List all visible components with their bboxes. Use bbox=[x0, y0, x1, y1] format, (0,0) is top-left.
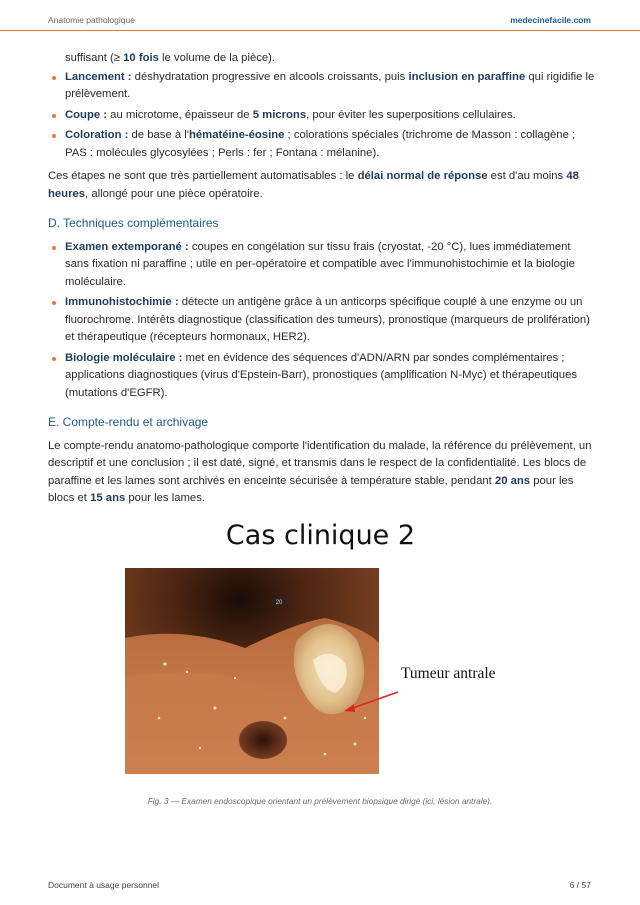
steps-list bbox=[48, 69, 596, 163]
list-item: Immunohistochimie : détecte un antigène grâce à un anticorps spécifique couplé à une enzyme ou un fluorochrome. Intérêts diagnostique (classification des tumeurs), pronostique (marqueurs de prolifération) et thérapeutique (récepteurs hormonaux, HER2). bbox=[48, 294, 596, 347]
endoscopy-image bbox=[125, 568, 379, 774]
header-section: Anatomie pathologique bbox=[48, 15, 135, 25]
page-header bbox=[0, 0, 640, 31]
clinical-case-slide bbox=[48, 512, 593, 787]
header-site-link[interactable]: medecinefacile.com bbox=[510, 15, 591, 25]
steps-continued: suffisant (≥ 10 fois le volume de la pièce). bbox=[65, 52, 276, 64]
section-e-heading: E. Compte-rendu et archivage bbox=[48, 415, 209, 429]
footer-note: Document à usage personnel bbox=[48, 880, 160, 890]
section-e-paragraph: Le compte-rendu anatomo-pathologique comporte l'identification du malade, la référence du prélèvement, un descriptif et une conclusion ; il est daté, signé, et transmis dans le respect de la confidentialité. Les blocs de paraffine et les lames sont archivés en enceinte sécurisée à température stable, pendant 20 ans pour les blocs et 15 ans pour les lames. bbox=[48, 439, 592, 504]
svg-text:20: 20 bbox=[275, 600, 283, 606]
section-d-heading: D. Techniques complémentaires bbox=[48, 216, 219, 230]
list-item: Lancement : déshydratation progressive en alcools croissants, puis inclusion en paraffine qui rigidifie le prélèvement. bbox=[48, 69, 596, 104]
slide-title: Cas clinique 2 bbox=[225, 520, 416, 551]
tumor-label: Tumeur antrale bbox=[401, 665, 496, 682]
pointer-arrow-icon bbox=[340, 687, 400, 717]
figure-caption: Fig. 3 — Examen endoscopique orientant un prélèvement biopsique dirigé (ici, lésion antrale). bbox=[147, 796, 493, 806]
steps-note: Ces étapes ne sont que très partiellement automatisables : le délai normal de réponse est d'au moins 48 heures, allongé pour une pièce opératoire. bbox=[48, 170, 579, 200]
main-content bbox=[48, 50, 596, 508]
list-item: Coupe : au microtome, épaisseur de 5 microns, pour éviter les superpositions cellulaires. bbox=[48, 107, 596, 125]
list-item: Coloration : de base à l'hématéine-éosine ; colorations spéciales (trichrome de Masson : collagène ; PAS : molécules glycosylées ; Perls : fer ; Fontana : mélanine). bbox=[48, 127, 596, 162]
list-item: Examen extemporané : coupes en congélation sur tissu frais (cryostat, -20 °C), lues immédiatement sans fixation ni paraffine ; utile en per-opératoire et compatible avec l'immunohistochimie et la biologie moléculaire. bbox=[48, 239, 596, 292]
techniques-list bbox=[48, 239, 596, 403]
list-item: Biologie moléculaire : met en évidence des séquences d'ADN/ARN par sondes complémentaires ; applications diagnostiques (virus d'Epstein-Barr), pronostiques (amplification N-Myc) et thérapeutiques (mutations d'EGFR). bbox=[48, 350, 596, 403]
page-number: 6 / 57 bbox=[569, 880, 591, 890]
scope-marker bbox=[272, 597, 286, 606]
